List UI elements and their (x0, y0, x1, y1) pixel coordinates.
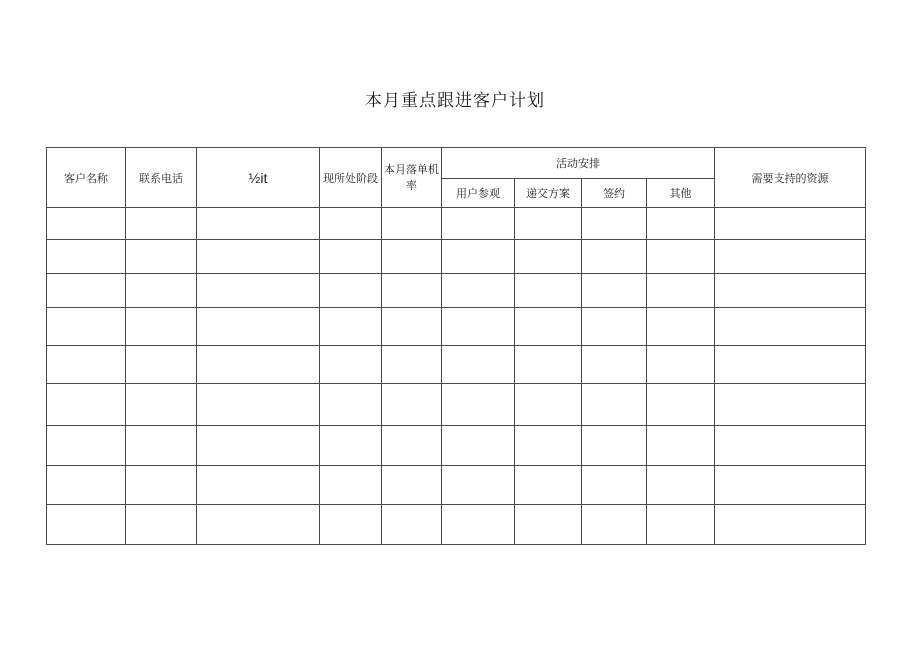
table-cell[interactable] (515, 426, 582, 466)
header-support-needed: 需要支持的资源 (715, 148, 866, 208)
header-current-stage: 现所处阶段 (320, 148, 382, 208)
table-cell[interactable] (442, 274, 515, 308)
table-cell[interactable] (382, 346, 442, 384)
header-activity-plan: 活动安排 (442, 148, 715, 179)
table-cell[interactable] (47, 466, 126, 505)
table-cell[interactable] (582, 208, 647, 240)
table-cell[interactable] (647, 240, 715, 274)
table-cell[interactable] (647, 308, 715, 346)
table-cell[interactable] (715, 346, 866, 384)
table-cell[interactable] (197, 426, 320, 466)
table-cell[interactable] (582, 466, 647, 505)
table-cell[interactable] (320, 308, 382, 346)
table-row (47, 346, 866, 384)
table-cell[interactable] (126, 384, 197, 426)
table-cell[interactable] (47, 346, 126, 384)
table-cell[interactable] (320, 346, 382, 384)
table-cell[interactable] (126, 426, 197, 466)
table-cell[interactable] (126, 466, 197, 505)
table-cell[interactable] (442, 505, 515, 545)
table-cell[interactable] (515, 384, 582, 426)
table-cell[interactable] (715, 208, 866, 240)
table-row (47, 208, 866, 240)
table-cell[interactable] (647, 274, 715, 308)
table-cell[interactable] (647, 208, 715, 240)
table-cell[interactable] (320, 384, 382, 426)
header-close-rate: 本月落单机率 (382, 148, 442, 208)
table-cell[interactable] (197, 308, 320, 346)
table-cell[interactable] (47, 274, 126, 308)
table-cell[interactable] (197, 505, 320, 545)
table-cell[interactable] (442, 240, 515, 274)
table-cell[interactable] (47, 208, 126, 240)
table-cell[interactable] (382, 308, 442, 346)
table-row (47, 426, 866, 466)
table-cell[interactable] (515, 466, 582, 505)
table-cell[interactable] (442, 346, 515, 384)
table-row (47, 505, 866, 545)
table-cell[interactable] (47, 240, 126, 274)
table-cell[interactable] (515, 208, 582, 240)
table-cell[interactable] (715, 426, 866, 466)
table-cell[interactable] (582, 346, 647, 384)
table-cell[interactable] (126, 208, 197, 240)
table-row (47, 308, 866, 346)
table-cell[interactable] (442, 308, 515, 346)
table-cell[interactable] (715, 240, 866, 274)
table-cell[interactable] (126, 308, 197, 346)
table-row (47, 240, 866, 274)
table-cell[interactable] (126, 505, 197, 545)
header-contact-phone: 联系电话 (126, 148, 197, 208)
table-cell[interactable] (647, 426, 715, 466)
table-cell[interactable] (715, 308, 866, 346)
table-cell[interactable] (442, 384, 515, 426)
table-cell[interactable] (582, 274, 647, 308)
table-cell[interactable] (647, 384, 715, 426)
table-cell[interactable] (647, 346, 715, 384)
table-cell[interactable] (47, 505, 126, 545)
table-cell[interactable] (382, 274, 442, 308)
table-cell[interactable] (197, 346, 320, 384)
table-cell[interactable] (47, 308, 126, 346)
table-cell[interactable] (197, 274, 320, 308)
table-cell[interactable] (382, 240, 442, 274)
table-cell[interactable] (647, 505, 715, 545)
table-cell[interactable] (382, 384, 442, 426)
table-cell[interactable] (582, 505, 647, 545)
table-cell[interactable] (442, 466, 515, 505)
customer-plan-table (46, 147, 866, 545)
header-estimate: ½it (197, 148, 320, 208)
header-submit-proposal: 递交方案 (515, 179, 582, 208)
table-cell[interactable] (197, 466, 320, 505)
table-cell[interactable] (126, 274, 197, 308)
table-cell[interactable] (320, 208, 382, 240)
table-cell[interactable] (197, 208, 320, 240)
table-body (47, 208, 866, 545)
table-cell[interactable] (515, 346, 582, 384)
table-cell[interactable] (515, 505, 582, 545)
table-cell[interactable] (320, 426, 382, 466)
table-cell[interactable] (582, 308, 647, 346)
header-customer-name: 客户名称 (47, 148, 126, 208)
table-cell[interactable] (582, 240, 647, 274)
table-cell[interactable] (715, 466, 866, 505)
table-cell[interactable] (382, 505, 442, 545)
table-cell[interactable] (320, 274, 382, 308)
table-row (47, 466, 866, 505)
table-row (47, 384, 866, 426)
table-cell[interactable] (515, 308, 582, 346)
table-cell[interactable] (715, 384, 866, 426)
table-cell[interactable] (647, 466, 715, 505)
table-cell[interactable] (320, 505, 382, 545)
table-cell[interactable] (382, 426, 442, 466)
table-cell[interactable] (126, 240, 197, 274)
table-cell[interactable] (320, 240, 382, 274)
header-other: 其他 (647, 179, 715, 208)
table-cell[interactable] (47, 426, 126, 466)
header-row-primary (47, 148, 866, 179)
table-cell[interactable] (582, 426, 647, 466)
table-row (47, 274, 866, 308)
table-cell[interactable] (320, 466, 382, 505)
table-cell[interactable] (126, 346, 197, 384)
table-cell[interactable] (715, 274, 866, 308)
table-cell[interactable] (197, 384, 320, 426)
table-cell[interactable] (442, 426, 515, 466)
header-user-visit: 用户参观 (442, 179, 515, 208)
table-cell[interactable] (442, 208, 515, 240)
table-cell[interactable] (47, 384, 126, 426)
table-cell[interactable] (382, 466, 442, 505)
table-cell[interactable] (515, 240, 582, 274)
table-cell[interactable] (582, 384, 647, 426)
table-cell[interactable] (515, 274, 582, 308)
table-cell[interactable] (197, 240, 320, 274)
header-sign-contract: 签约 (582, 179, 647, 208)
table-cell[interactable] (715, 505, 866, 545)
table-cell[interactable] (382, 208, 442, 240)
page-title: 本月重点跟进客户计划 (365, 91, 545, 111)
